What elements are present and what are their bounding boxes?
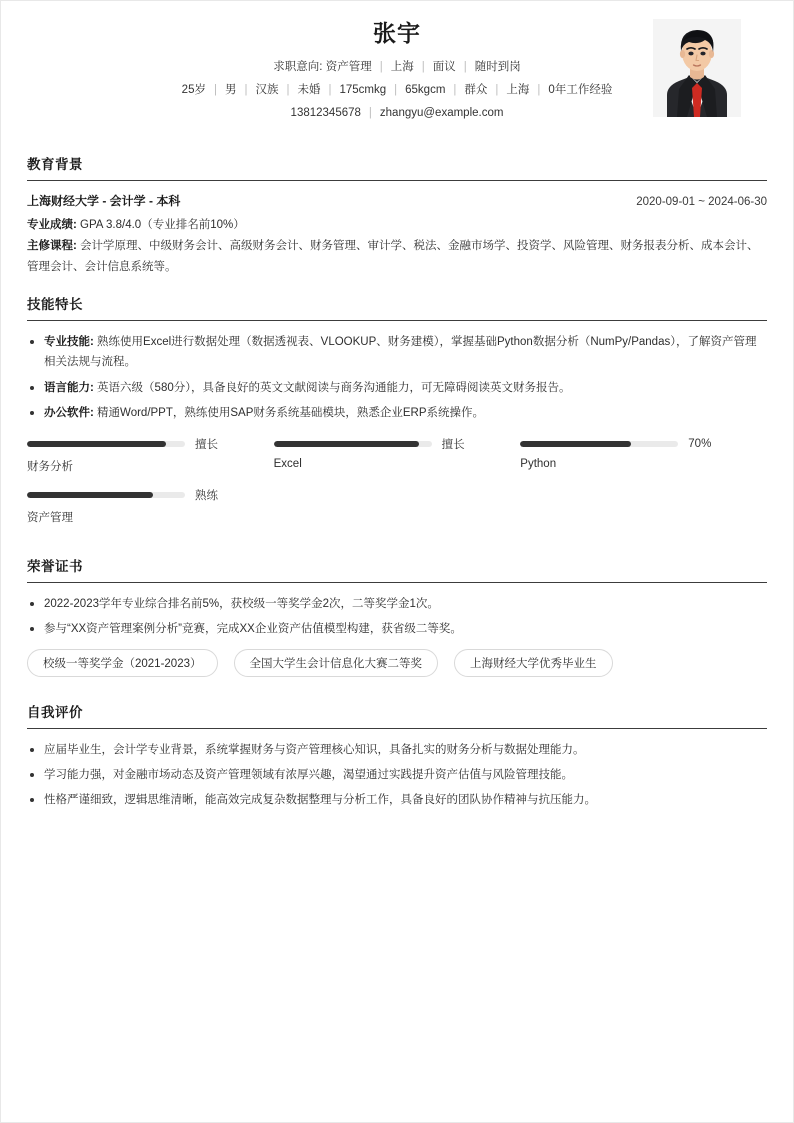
basic-info-item-2: 汉族 <box>255 83 279 96</box>
section-education <box>27 153 767 276</box>
skill-bar-level: 擅长 <box>441 438 465 451</box>
skill-bar-cell <box>274 437 521 474</box>
skill-bar-name: 财务分析 <box>27 460 73 473</box>
basic-info-item-3: 未婚 <box>297 83 321 96</box>
section-title-skills: 技能特长 <box>27 293 767 321</box>
section-self-evaluation <box>27 701 767 811</box>
skill-item-text: 英语六级（580分），具备良好的英文文献阅读与商务沟通能力，可无障碍阅读英文财务报告。 <box>97 381 571 394</box>
education-gpa-value: GPA 3.8/4.0（专业排名前10%） <box>80 219 245 232</box>
basic-info-item-7: 上海 <box>506 83 530 96</box>
honor-tags <box>27 649 767 685</box>
skill-bar-track <box>274 441 432 447</box>
skill-item-label: 专业技能: <box>44 335 94 348</box>
skills-list <box>27 332 767 424</box>
section-honors <box>27 555 767 685</box>
skill-bar-cell <box>27 488 274 525</box>
basic-info-item-0: 25岁 <box>181 83 206 96</box>
job-intent-items <box>326 61 521 73</box>
contact-item-0: 13812345678 <box>290 106 361 119</box>
self-evaluation-list <box>27 740 767 811</box>
skill-item-label: 语言能力: <box>44 381 94 394</box>
self-evaluation-item: 性格严谨细致，逻辑思维清晰，能高效完成复杂数据整理与分析工作，具备良好的团队协作精神与抗压能力。 <box>27 790 767 810</box>
skill-bar-track <box>27 441 185 447</box>
skill-bar-fill <box>27 441 166 447</box>
education-courses <box>27 236 767 276</box>
contact-item-1: zhangyu@example.com <box>379 106 504 119</box>
skill-item <box>27 332 767 373</box>
separator-pipe: | <box>328 83 332 96</box>
skill-item <box>27 378 767 398</box>
skill-bar-level: 熟练 <box>195 489 218 502</box>
basic-info-item-6: 群众 <box>464 83 488 96</box>
separator-pipe: | <box>244 83 248 96</box>
honor-item: 2022-2023学年专业综合排名前5%，获校级一等奖学金2次，二等奖学金1次。 <box>27 594 767 614</box>
skill-item-text: 熟练使用Excel进行数据处理（数据透视表、VLOOKUP、财务建模），掌握基础Python数据分析（NumPy/Pandas），了解资产管理相关法规与流程。 <box>44 335 757 369</box>
basic-info-item-4: 175cmkg <box>339 83 387 96</box>
skill-bar-name: Python <box>520 457 557 470</box>
basic-info-line <box>137 82 657 100</box>
separator-pipe: | <box>213 83 217 96</box>
skill-bar-level: 70% <box>688 437 712 450</box>
honor-tag: 校级一等奖学金（2021-2023） <box>27 649 218 677</box>
job-intent-item-1: 上海 <box>390 60 414 73</box>
separator-pipe: | <box>463 60 467 73</box>
basic-info-item-1: 男 <box>224 83 237 96</box>
job-intent-label: 求职意向: <box>273 60 323 73</box>
honor-item: 参与“XX资产管理案例分析”竞赛，完成XX企业资产估值模型构建，获省级二等奖。 <box>27 619 767 639</box>
skill-bar-cell <box>520 437 767 474</box>
contact-items <box>291 107 504 119</box>
skill-bar-track <box>520 441 678 447</box>
honors-list <box>27 594 767 640</box>
separator-pipe: | <box>286 83 290 96</box>
separator-pipe: | <box>537 83 541 96</box>
skill-bar-cell <box>27 437 274 474</box>
skill-item <box>27 403 767 423</box>
honor-tag: 全国大学生会计信息化大赛二等奖 <box>234 649 439 677</box>
job-intent-item-2: 面议 <box>432 60 456 73</box>
honor-tag: 上海财经大学优秀毕业生 <box>454 649 613 677</box>
education-courses-label: 主修课程: <box>27 240 77 253</box>
separator-pipe: | <box>379 60 383 73</box>
education-gpa <box>27 215 767 235</box>
separator-pipe: | <box>453 83 457 96</box>
skill-bars <box>27 437 767 539</box>
self-evaluation-item: 应届毕业生，会计学专业背景，系统掌握财务与资产管理核心知识，具备扎实的财务分析与数据处理能力。 <box>27 740 767 760</box>
skill-bar-row <box>520 437 745 451</box>
page-title: 张宇 <box>373 20 421 46</box>
job-intent-item-3: 随时到岗 <box>474 60 521 73</box>
education-gpa-label: 专业成绩: <box>27 219 77 232</box>
separator-pipe: | <box>421 60 425 73</box>
section-title-education: 教育背景 <box>27 153 767 181</box>
skill-bar-name: 资产管理 <box>27 511 73 524</box>
separator-pipe: | <box>368 106 372 119</box>
separator-pipe: | <box>495 83 499 96</box>
education-date-range: 2020-09-01 ~ 2024-06-30 <box>636 196 767 209</box>
section-skills <box>27 293 767 539</box>
skill-bar-fill <box>520 441 631 447</box>
education-school: 上海财经大学 - 会计学 - 本科 <box>27 194 181 209</box>
skill-bar-row <box>274 437 499 451</box>
skill-bar-row <box>27 437 252 451</box>
skill-item-text: 精通Word/PPT，熟练使用SAP财务系统基础模块，熟悉企业ERP系统操作。 <box>97 407 485 420</box>
section-title-self-evaluation: 自我评价 <box>27 701 767 729</box>
avatar <box>653 19 741 117</box>
skill-bar-track <box>27 492 185 498</box>
separator-pipe: | <box>394 83 398 96</box>
skill-bar-fill <box>274 441 419 447</box>
basic-info-item-8: 0年工作经验 <box>548 83 613 96</box>
skill-bar-level: 擅长 <box>195 438 218 451</box>
skill-item-label: 办公软件: <box>44 407 94 420</box>
contact-line <box>137 105 657 123</box>
basic-info-items <box>182 84 613 96</box>
skill-bar-fill <box>27 492 153 498</box>
education-entry-header <box>27 192 767 209</box>
skill-bar-name: Excel <box>273 457 302 470</box>
education-courses-value: 会计学原理、中级财务会计、高级财务会计、财务管理、审计学、税法、金融市场学、投资学、风险管理、财务报表分析、成本会计、管理会计、会计信息系统等。 <box>27 240 759 273</box>
self-evaluation-item: 学习能力强，对金融市场动态及资产管理领域有浓厚兴趣，渴望通过实践提升资产估值与风险管理技能。 <box>27 765 767 785</box>
avatar-illustration <box>653 19 741 117</box>
job-intent-line <box>137 59 657 77</box>
skill-bar-row <box>27 488 252 502</box>
resume-header <box>27 1 767 137</box>
basic-info-item-5: 65kgcm <box>405 83 446 96</box>
job-intent-item-0: 资产管理 <box>325 60 372 73</box>
section-title-honors: 荣誉证书 <box>27 555 767 583</box>
